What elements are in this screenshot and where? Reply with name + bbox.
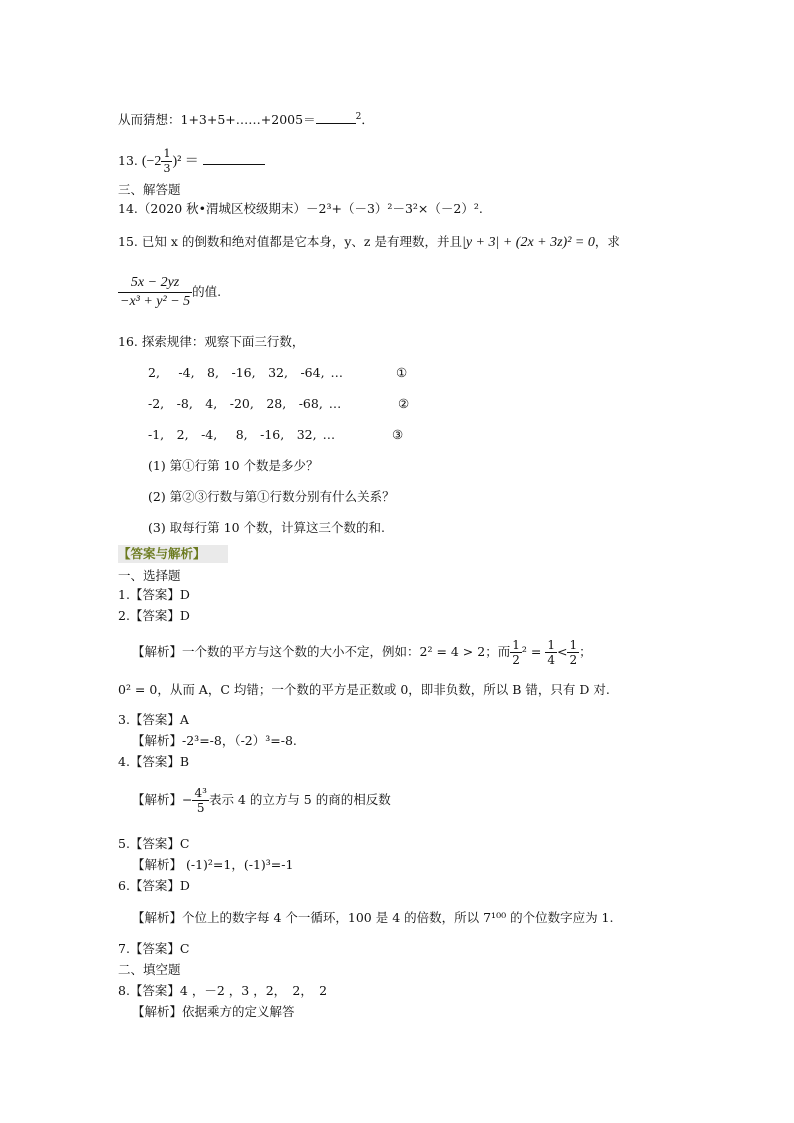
answer-2-explanation-2: 0² = 0，从而 A，C 均错；一个数的平方是正数或 0，即非负数，所以 B 错，只有 D 对. xyxy=(118,682,610,697)
q16-row-3: -1, 2, -4, 8, -16, 32, … xyxy=(148,427,336,442)
q13-fraction: $\frac{1}{3}$ xyxy=(163,147,171,175)
q12-line: 从而猜想：1+3+5+……+2005＝ $^2$． xyxy=(118,111,374,127)
q14-line: 14.（2020 秋•渭城区校级期末）－2³+（－3）²－3²×（－2）². xyxy=(118,201,483,216)
q16-sub-2: (2) 第②③行数与第①行数分别有什么关系？ xyxy=(148,489,395,504)
section-3-heading: 三、解答题 xyxy=(118,182,181,197)
answer-4: 4.【答案】B xyxy=(118,754,190,769)
q15-fraction-line xyxy=(118,274,221,311)
q12-tail: ． xyxy=(361,112,374,127)
q15-text: 15. 已知 x 的倒数和绝对值都是它本身，y、z 是有理数，并且 xyxy=(118,234,462,249)
answer-4-explanation: 【解析】− $\frac{\text{4³}}{5}$ 表示 4 的立方与 5 的商的相反数 xyxy=(132,786,391,815)
answer-3: 3.【答案】A xyxy=(118,712,189,727)
q15-after: 的值. xyxy=(192,284,222,299)
answer-2: 2.【答案】D xyxy=(118,608,190,623)
q16-sub-3: (3) 取每行第 10 个数，计算这三个数的和. xyxy=(148,520,386,535)
q15-line xyxy=(118,234,620,251)
answers-title: 【答案与解析】 xyxy=(118,546,206,561)
q13-expr-post: )² ＝ xyxy=(172,154,199,169)
q16-row-1: 2, -4, 8, -16, 32, -64, … xyxy=(148,365,344,380)
q16-row-2-mark: ② xyxy=(398,396,410,411)
q15-condition: |y + 3| + (2x + 3z)² = 0 xyxy=(461,235,595,250)
q16-row-2: -2, -8, 4, -20, 28, -68, … xyxy=(148,396,342,411)
answer-1: 1.【答案】D xyxy=(118,587,190,602)
q16-title: 16. 探索规律：观察下面三行数， xyxy=(118,334,305,349)
answer-6: 6.【答案】D xyxy=(118,878,190,893)
q16-row-3-mark: ③ xyxy=(392,427,404,442)
answer-8-explanation: 【解析】依据乘方的定义解答 xyxy=(132,1004,295,1019)
q13-expr-pre: (−2 xyxy=(141,154,162,169)
q12-text: 从而猜想：1+3+5+……+2005＝ xyxy=(118,112,316,127)
answer-6-explanation: 【解析】个位上的数字每 4 个一循环，100 是 4 的倍数，所以 7¹⁰⁰ 的个位数字应为 1. xyxy=(132,910,614,925)
q13-blank xyxy=(203,152,265,165)
q13-number: 13. xyxy=(118,153,138,168)
q16-sub-1: (1) 第①行第 10 个数是多少？ xyxy=(148,458,319,473)
q15-tail: ，求 xyxy=(594,234,620,249)
answer-3-explanation: 【解析】-2³=-8，（-2）³=-8. xyxy=(132,733,297,748)
answer-5: 5.【答案】C xyxy=(118,836,190,851)
q15-fraction: $\frac{5x - 2yz}{\text{−x³ + y² − 5}}$ xyxy=(120,275,191,309)
answer-7: 7.【答案】C xyxy=(118,941,190,956)
answer-2-explanation-1: 【解析】一个数的平方与这个数的大小不定，例如：2² = 4 > 2；而 $\frac{1}{2}$ ² = $\frac{1}{4}$ < $\frac{1}{2}$ ； xyxy=(132,638,592,667)
answer-5-explanation: 【解析】 (-1)²=1，(-1)³=-1 xyxy=(132,857,294,872)
answer-8: 8.【答案】4 ，－2 ，3 ，2， 2， 2 xyxy=(118,983,328,998)
answers-section-2: 二、填空题 xyxy=(118,962,181,977)
q12-blank xyxy=(316,111,356,124)
answers-section-1: 一、选择题 xyxy=(118,568,181,583)
q16-row-1-mark: ① xyxy=(396,365,408,380)
q13-line xyxy=(118,146,265,177)
